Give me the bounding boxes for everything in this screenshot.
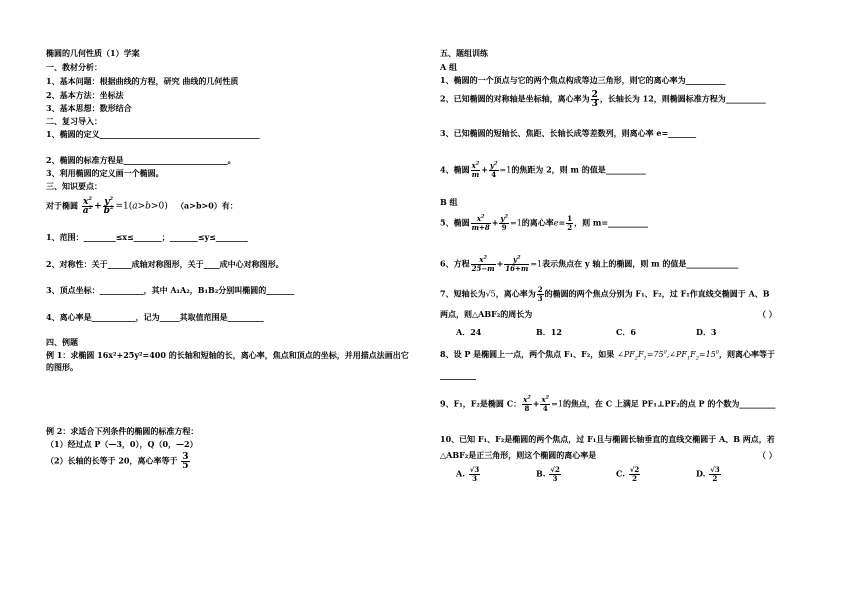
question-10-line-2: △ABF₂是正三角形，则这个椭圆的离心率是 [440,450,597,460]
frac-x2-m: $\frac{x^2}{m}$ [471,160,480,179]
group-a-label: A 组 [440,62,457,72]
q10-option-d: D. $\frac{√3}{2}$ [696,465,720,483]
frac-x2-8: $\frac{x^2}{8}$ [523,394,531,413]
section-2-heading: 二、复习导入： [46,116,102,126]
question-4: 4、椭圆 $\frac{x^2}{m}$ + $\frac{y^2}{4}$ =1的焦距为 2，则 m 的值是__________ [440,160,646,179]
section-1-item-3: 3、基本思想：数形结合 [46,103,132,113]
frac-y2-4: $\frac{y^2}{4}$ [489,160,498,179]
q7-option-b: B．12 [536,327,562,337]
question-8: 8、设 P 是椭圆上一点，两个焦点 F₁、F₂，如果 $\angle PF_2F_1=75^0,\angle PF_1F_2=15^0$，则离心率等于 [440,349,775,362]
q10-option-b: B. $\frac{√2}{3}$ [536,465,560,483]
ellipse-intro: 对于椭圆 [46,200,78,211]
q10-option-c: C. $\frac{√2}{2}$ [616,465,640,483]
q7-option-c: C．6 [616,327,636,337]
section-5-heading: 五、题组训练 [440,48,488,58]
question-8-blank: _________ [440,370,476,380]
frac-sqrt2-3: $\frac{√2}{3}$ [550,465,560,483]
section-2-item-3: 3、利用椭圆的定义画一个椭圆。 [46,168,164,178]
frac-y2-b2: $\frac{y^2}{b^2}$ [103,196,114,216]
question-9: 9、F₁，F₂是椭圆 C： $\frac{x^2}{8}$ + $\frac{x^2}{4}$ =1的焦点，在 C 上满足 PF₁⊥PF₂的点 P 的个数为_________ [440,394,776,413]
example-2-item-1: （1）经过点 P（—3，0），Q（0，—2） [46,439,198,449]
frac-sqrt3-2: $\frac{√3}{2}$ [710,465,720,483]
question-10-line-1: 10、已知 F₁、F₂是椭圆的两个焦点，过 F₁且与椭圆长轴垂直的直线交椭圆于 A、B 两点，若 [440,434,775,444]
section-2-item-2: 2、椭圆的标准方程是__________________________。 [46,155,236,165]
question-7-line-2: 两点，则△ABF₂的周长为 [440,309,533,319]
section-1-item-1: 1、基本问题：根据曲线的方程，研究 曲线的几何性质 [46,76,239,86]
frac-y2-9: $\frac{y^2}{9}$ [500,213,508,232]
knowledge-1: 1、范围：________≤x≤_______；_______≤y≤________ [46,232,248,242]
group-b-label: B 组 [440,197,458,207]
example-1-line-1: 例 1：求椭圆 16x²+25y²=400 的长轴和短轴的长，离心率，焦点和顶点的坐标，并用描点法画出它 [46,350,409,360]
knowledge-4: 4、离心率是___________，记为_____其取值范围是_________ [46,312,264,322]
knowledge-2: 2、对称性：关于______成轴对称图形，关于____成中心对称图形。 [46,259,284,269]
example-2-heading: 例 2：求适合下列条件的椭圆的标准方程： [46,426,199,436]
frac-sqrt2-2: $\frac{√2}{2}$ [629,465,640,483]
frac-x2-a2: $\frac{x^2}{a^2}$ [82,196,93,216]
q7-option-a: A．24 [456,327,482,337]
q10-option-a: A. $\frac{√3}{3}$ [456,465,480,483]
question-10-paren: （ ） [758,450,777,460]
section-2-item-1: 1、椭圆的定义________________________________________ [46,129,260,139]
frac-y2-16m: $\frac{y^2}{16+m}$ [505,254,529,273]
section-1-heading: 一、教材分析： [46,62,102,72]
frac-x2-4: $\frac{x^2}{4}$ [541,394,550,413]
question-7-paren: （ ） [758,309,777,319]
frac-2-3: $\frac{2}{3}$ [591,90,598,109]
frac-x2-m8: $\frac{x^2}{m+8}$ [471,213,490,232]
question-7-line-1: 7、短轴长为√5，离心率为 $\frac{2}{3}$ 的椭圆的两个焦点分别为 F₁、F₂，过 F₁作直线交椭圆于 A、B [440,285,770,303]
frac-sqrt3-3: $\frac{√3}{3}$ [469,465,480,483]
doc-title: 椭圆的几何性质（1）学案 [46,48,140,58]
knowledge-3: 3、顶点坐标：___________，其中 A₁A₂，B₁B₂分别叫椭圆的_______ [46,285,295,295]
frac-3-5: $\frac{3}{5}$ [182,452,189,471]
example-1-line-2: 的图形。 [46,362,78,372]
section-3-heading: 三、知识要点： [46,181,102,191]
question-6: 6、方程 $\frac{x^2}{25-m}$ + $\frac{y^2}{16+m}$ =1表示焦点在 y 轴上的椭圆，则 m 的值是_____________ [440,254,739,273]
question-5: 5、椭圆 $\frac{x^2}{m+8}$ + $\frac{y^2}{9}$ =1的离心率e= $\frac{1}{2}$ ，则 m=__________ [440,213,649,232]
frac-2-3-b: $\frac{2}{3}$ [537,285,543,303]
frac-x2-25m: $\frac{x^2}{25-m}$ [471,254,495,273]
section-1-item-2: 2、基本方法：坐标法 [46,90,124,100]
question-3: 3、已知椭圆的短轴长、焦距、长轴长成等差数列，则离心率 e=_______ [440,128,697,138]
section-4-heading: 四、例题 [46,337,78,347]
question-1: 1、椭圆的一个顶点与它的两个焦点构成等边三角形，则它的离心率为__________ [440,75,726,85]
ellipse-condition: （a>b>0）有： [176,200,238,211]
ellipse-definition-line: 对于椭圆 $\frac{x^2}{a^2}$ + $\frac{y^2}{b^2}$ =1(a>b>0) （a>b>0）有： [46,196,238,216]
q7-option-d: D．3 [696,327,717,337]
question-2: 2、已知椭圆的对称轴是坐标轴，离心率为 $\frac{2}{3}$ ，长轴长为 12，则椭圆标准方程为__________ [440,90,766,109]
frac-1-2: $\frac{1}{2}$ [567,214,573,232]
example-2-item-2: （2）长轴的长等于 20，离心率等于 $\frac{3}{5}$ [46,452,189,471]
